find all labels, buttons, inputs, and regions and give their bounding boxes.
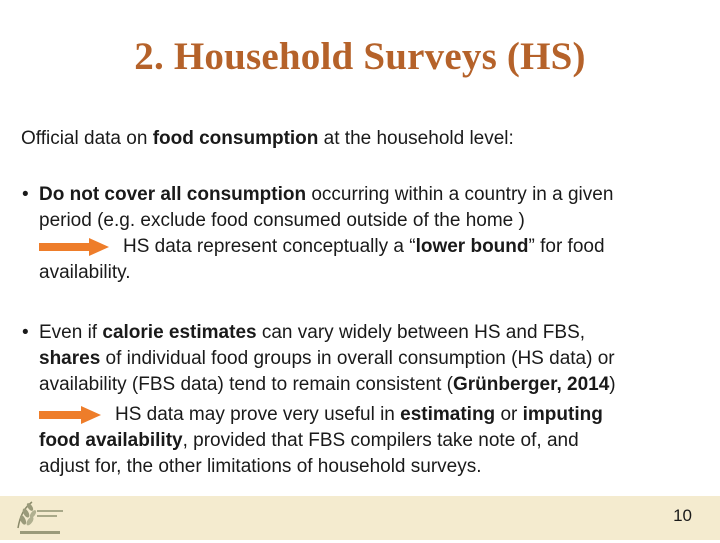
bullet-2 — [22, 320, 712, 480]
bullet-1-line-4: availability. — [39, 262, 131, 283]
bullet-2-line-2: shares of individual food groups in overall consumption (HS data) or — [39, 348, 615, 369]
right-arrow-icon — [39, 238, 109, 256]
bullet-2-line-4: HS data may prove very useful in estimating or imputing — [22, 402, 712, 428]
slide-title: 2. Household Surveys (HS) — [134, 35, 586, 78]
page-number: 10 — [673, 506, 692, 525]
bullet-2-line-3: availability (FBS data) tend to remain consistent (Grünberger, 2014) — [39, 374, 616, 395]
right-arrow-icon — [39, 406, 101, 424]
bullet-2-line-1: • Even if calorie estimates can vary widely between HS and FBS, — [22, 320, 712, 346]
bullet-dot: • — [22, 184, 29, 205]
intro-text: Official data on food consumption at the household level: — [21, 128, 514, 149]
bullet-2-line-5: food availability, provided that FBS compilers take note of, and — [39, 430, 579, 451]
bullet-1 — [22, 182, 712, 286]
bullet-1-line-3: HS data represent conceptually a “lower bound” for food — [22, 234, 712, 260]
bullet-dot: • — [22, 322, 29, 343]
bullet-2-line-6: adjust for, the other limitations of household surveys. — [39, 456, 482, 477]
bullet-1-line-2: period (e.g. exclude food consumed outside of the home ) — [39, 210, 525, 231]
footer-bar — [0, 496, 720, 540]
bullet-1-line-1: • Do not cover all consumption occurring within a country in a given — [22, 182, 712, 208]
global-strategy-logo — [10, 498, 68, 538]
